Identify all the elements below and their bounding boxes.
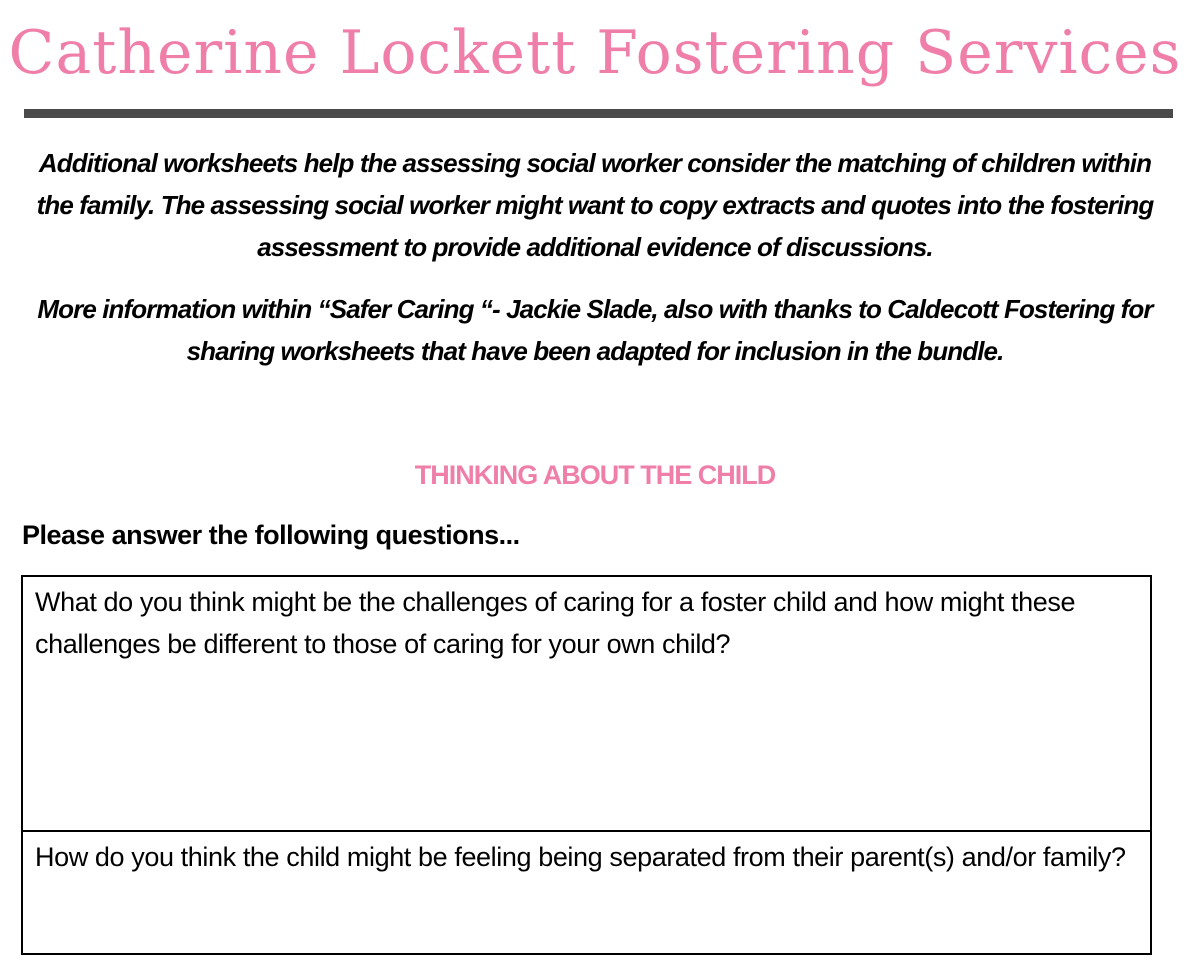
title-divider: [24, 109, 1173, 118]
section-heading: THINKING ABOUT THE CHILD: [414, 460, 776, 490]
question-cell[interactable]: [23, 577, 1150, 832]
intro-paragraph-worksheets: Additional worksheets help the assessing social worker consider the matching of children within the family. The assessing social worker might want to copy extracts and quotes into the fostering assessment to provide additional evidence of discussions.: [36, 148, 1154, 262]
question-text: How do you think the child might be feeling being separated from their parent(s) and/or family?: [35, 842, 1126, 872]
page-title: Catherine Lockett Fostering Services: [8, 18, 1182, 88]
questions-table: [21, 575, 1152, 955]
instruction-text: Please answer the following questions...: [22, 520, 520, 550]
intro-paragraph-more-information: More information within “Safer Caring “- Jackie Slade, also with thanks to Caldecott Fostering for sharing worksheets that have been adapted for inclusion in the bundle.: [37, 294, 1153, 366]
question-text: What do you think might be the challenges of caring for a foster child and how might these challenges be different to those of caring for your own child?: [35, 587, 1076, 659]
question-cell[interactable]: [23, 832, 1150, 962]
